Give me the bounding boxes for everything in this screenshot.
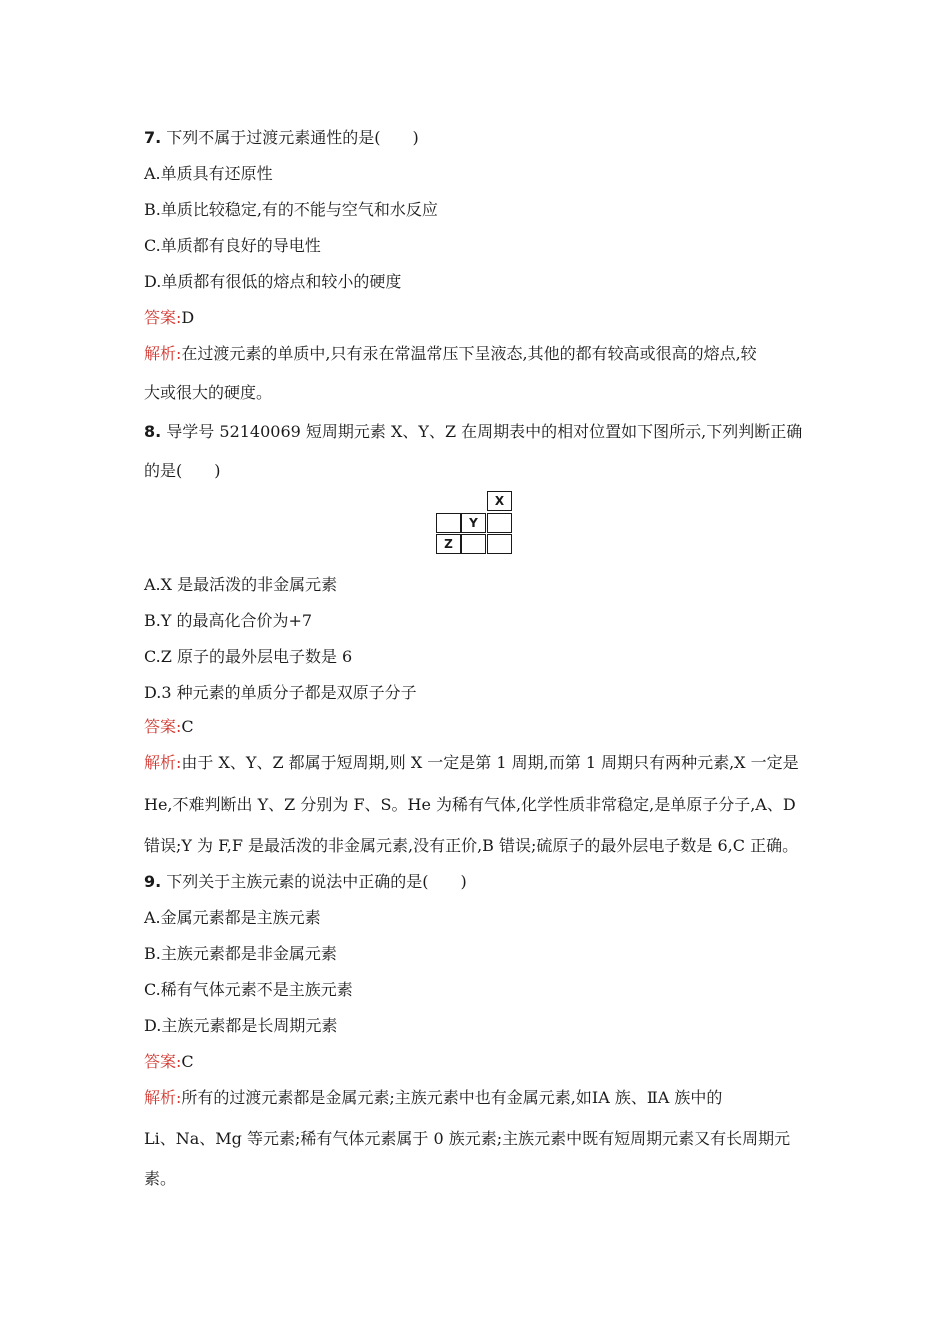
periodic-table-fragment bbox=[436, 491, 516, 557]
q7-answer-value: D bbox=[181, 308, 195, 327]
q8-number: 8. bbox=[144, 422, 162, 441]
q8-answer bbox=[144, 716, 194, 738]
q8-option-a: A.X 是最活泼的非金属元素 bbox=[144, 575, 338, 594]
q7-number: 7. bbox=[144, 128, 162, 147]
q7-analysis-text-1: 在过渡元素的单质中,只有汞在常温常压下呈液态,其他的都有较高或很高的熔点,较 bbox=[181, 344, 757, 363]
q7-analysis-label: 解析: bbox=[144, 344, 182, 363]
q8-option-d: D.3 种元素的单质分子都是双原子分子 bbox=[144, 683, 417, 702]
cell-y: Y bbox=[461, 513, 486, 533]
q8-stem-line-1 bbox=[144, 421, 802, 443]
q9-option-d: D.主族元素都是长周期元素 bbox=[144, 1016, 338, 1035]
q9-option-c: C.稀有气体元素不是主族元素 bbox=[144, 980, 353, 999]
q9-answer bbox=[144, 1051, 194, 1073]
q7-option-d: D.单质都有很低的熔点和较小的硬度 bbox=[144, 272, 402, 291]
q9-option-a: A.金属元素都是主族元素 bbox=[144, 908, 321, 927]
q9-analysis-line-2: Li、Na、Mg 等元素;稀有气体元素属于 0 族元素;主族元素中既有短周期元素又有长周期元 bbox=[144, 1129, 791, 1148]
q8-stem-line-2: 的是( ) bbox=[144, 461, 221, 480]
q8-option-b: B.Y 的最高化合价为+7 bbox=[144, 611, 313, 630]
q9-number: 9. bbox=[144, 872, 162, 891]
q8-answer-label: 答案: bbox=[144, 717, 182, 736]
q9-analysis-text-1: 所有的过渡元素都是金属元素;主族元素中也有金属元素,如ⅠA 族、ⅡA 族中的 bbox=[181, 1088, 723, 1107]
q8-analysis-text-1: 由于 X、Y、Z 都属于短周期,则 X 一定是第 1 周期,而第 1 周期只有两种元素,X 一定是 bbox=[181, 753, 799, 772]
cell-x: X bbox=[487, 491, 512, 511]
q9-option-b: B.主族元素都是非金属元素 bbox=[144, 944, 337, 963]
q9-answer-value: C bbox=[181, 1052, 194, 1071]
cell-empty-4 bbox=[487, 534, 512, 554]
cell-empty-1 bbox=[436, 513, 461, 533]
q9-stem bbox=[144, 871, 467, 893]
q9-analysis-label: 解析: bbox=[144, 1088, 182, 1107]
q7-analysis-line-2: 大或很大的硬度。 bbox=[144, 383, 273, 402]
q9-stem-text: 下列关于主族元素的说法中正确的是( ) bbox=[161, 872, 467, 891]
q7-stem bbox=[144, 127, 419, 149]
q8-stem-text-1: 导学号 52140069 短周期元素 X、Y、Z 在周期表中的相对位置如下图所示,下列判断正确 bbox=[161, 422, 803, 441]
q8-analysis-line-2: He,不难判断出 Y、Z 分别为 F、S。He 为稀有气体,化学性质非常稳定,是单原子分子,A、D bbox=[144, 795, 796, 814]
q9-analysis-line-3: 素。 bbox=[144, 1169, 177, 1188]
q8-analysis-label: 解析: bbox=[144, 753, 182, 772]
q8-answer-value: C bbox=[181, 717, 194, 736]
q7-answer bbox=[144, 307, 194, 329]
q7-option-b: B.单质比较稳定,有的不能与空气和水反应 bbox=[144, 200, 438, 219]
q7-analysis-line-1 bbox=[144, 343, 757, 365]
q8-analysis-line-3: 错误;Y 为 F,F 是最活泼的非金属元素,没有正价,B 错误;硫原子的最外层电子数是 6,C 正确。 bbox=[144, 836, 799, 855]
q9-answer-label: 答案: bbox=[144, 1052, 182, 1071]
cell-z: Z bbox=[436, 534, 461, 554]
q7-option-a: A.单质具有还原性 bbox=[144, 164, 273, 183]
q7-option-c: C.单质都有良好的导电性 bbox=[144, 236, 321, 255]
q8-option-c: C.Z 原子的最外层电子数是 6 bbox=[144, 647, 353, 666]
q7-answer-label: 答案: bbox=[144, 308, 182, 327]
cell-empty-3 bbox=[461, 534, 486, 554]
q7-stem-text: 下列不属于过渡元素通性的是( ) bbox=[161, 128, 419, 147]
q9-analysis-line-1 bbox=[144, 1087, 722, 1109]
cell-empty-2 bbox=[487, 513, 512, 533]
q8-analysis-line-1 bbox=[144, 752, 799, 774]
